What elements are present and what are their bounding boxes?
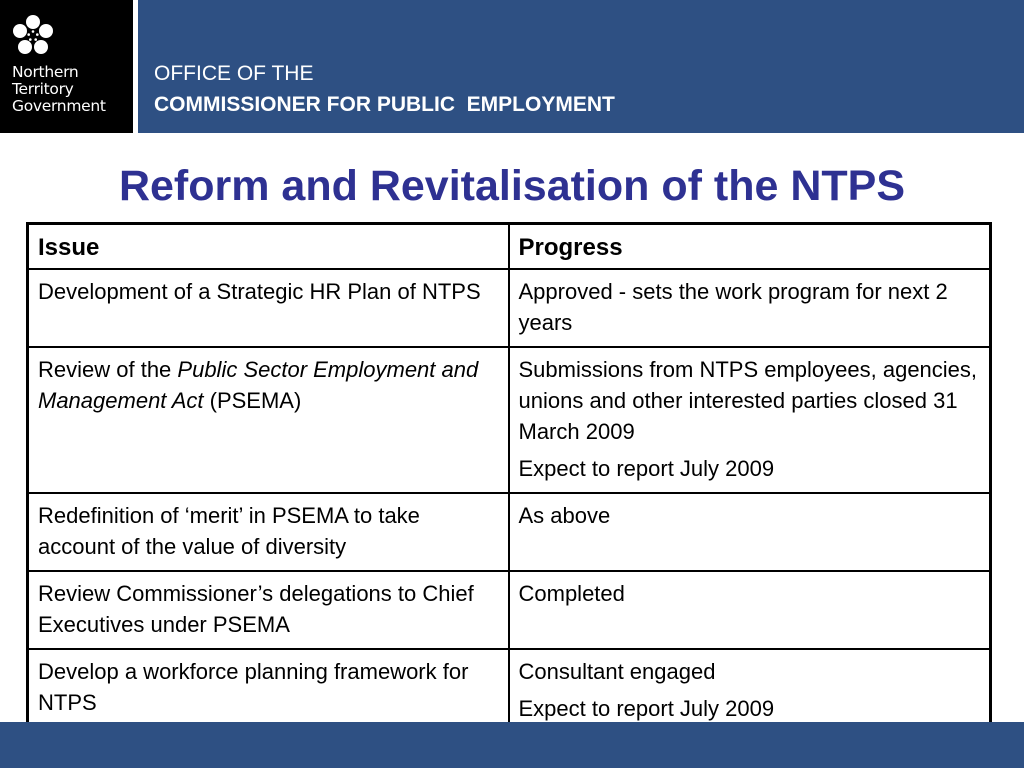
progress-text: Submissions from NTPS employees, agencies, unions and other interested parties closed 31 March 2009 (518, 357, 978, 444)
progress-text: As above (518, 503, 611, 528)
issue-cell: Redefinition of ‘merit’ in PSEMA to take account of the value of diversity (28, 493, 509, 571)
issue-text: Review of the (38, 357, 178, 382)
reform-table-container (26, 222, 989, 735)
logo-line: Territory (12, 80, 74, 98)
table-row (28, 493, 991, 571)
progress-text: Completed (518, 581, 625, 606)
logo-line: Government (12, 97, 106, 115)
issue-cell: Develop a workforce planning framework for NTPS (28, 649, 509, 734)
header-banner (0, 0, 1024, 133)
progress-cell (509, 269, 991, 347)
progress-cell (509, 571, 991, 649)
progress-cell (509, 493, 991, 571)
progress-cell (509, 347, 991, 493)
footer-bar (0, 722, 1024, 768)
table-row (28, 347, 991, 493)
issue-cell (28, 347, 509, 493)
progress-cell (509, 649, 991, 734)
column-header-progress: Progress (509, 224, 991, 270)
column-header-issue: Issue (28, 224, 509, 270)
progress-text: Approved - sets the work program for next 2 years (518, 279, 948, 335)
progress-text: Consultant engaged (518, 659, 716, 684)
reform-table (26, 222, 992, 735)
table-row (28, 649, 991, 734)
progress-text: Expect to report July 2009 (518, 696, 775, 721)
act-name: Public Sector Employment and Management Act (38, 357, 479, 413)
office-title-line1: OFFICE OF THE (154, 62, 314, 85)
issue-cell: Development of a Strategic HR Plan of NTPS (28, 269, 509, 347)
nt-government-logo (0, 0, 133, 133)
office-title-line2: COMMISSIONER FOR PUBLIC EMPLOYMENT (154, 93, 615, 116)
issue-text: (PSEMA) (203, 388, 302, 413)
table-header-row (28, 224, 991, 270)
table-row (28, 269, 991, 347)
progress-text: Expect to report July 2009 (518, 456, 775, 481)
logo-line: Northern (12, 63, 79, 81)
logo-wordmark (12, 64, 106, 115)
header-divider (133, 0, 138, 133)
table-row (28, 571, 991, 649)
page-title: Reform and Revitalisation of the NTPS (118, 162, 906, 210)
desert-rose-icon (11, 14, 55, 58)
issue-cell: Review Commissioner’s delegations to Chief Executives under PSEMA (28, 571, 509, 649)
